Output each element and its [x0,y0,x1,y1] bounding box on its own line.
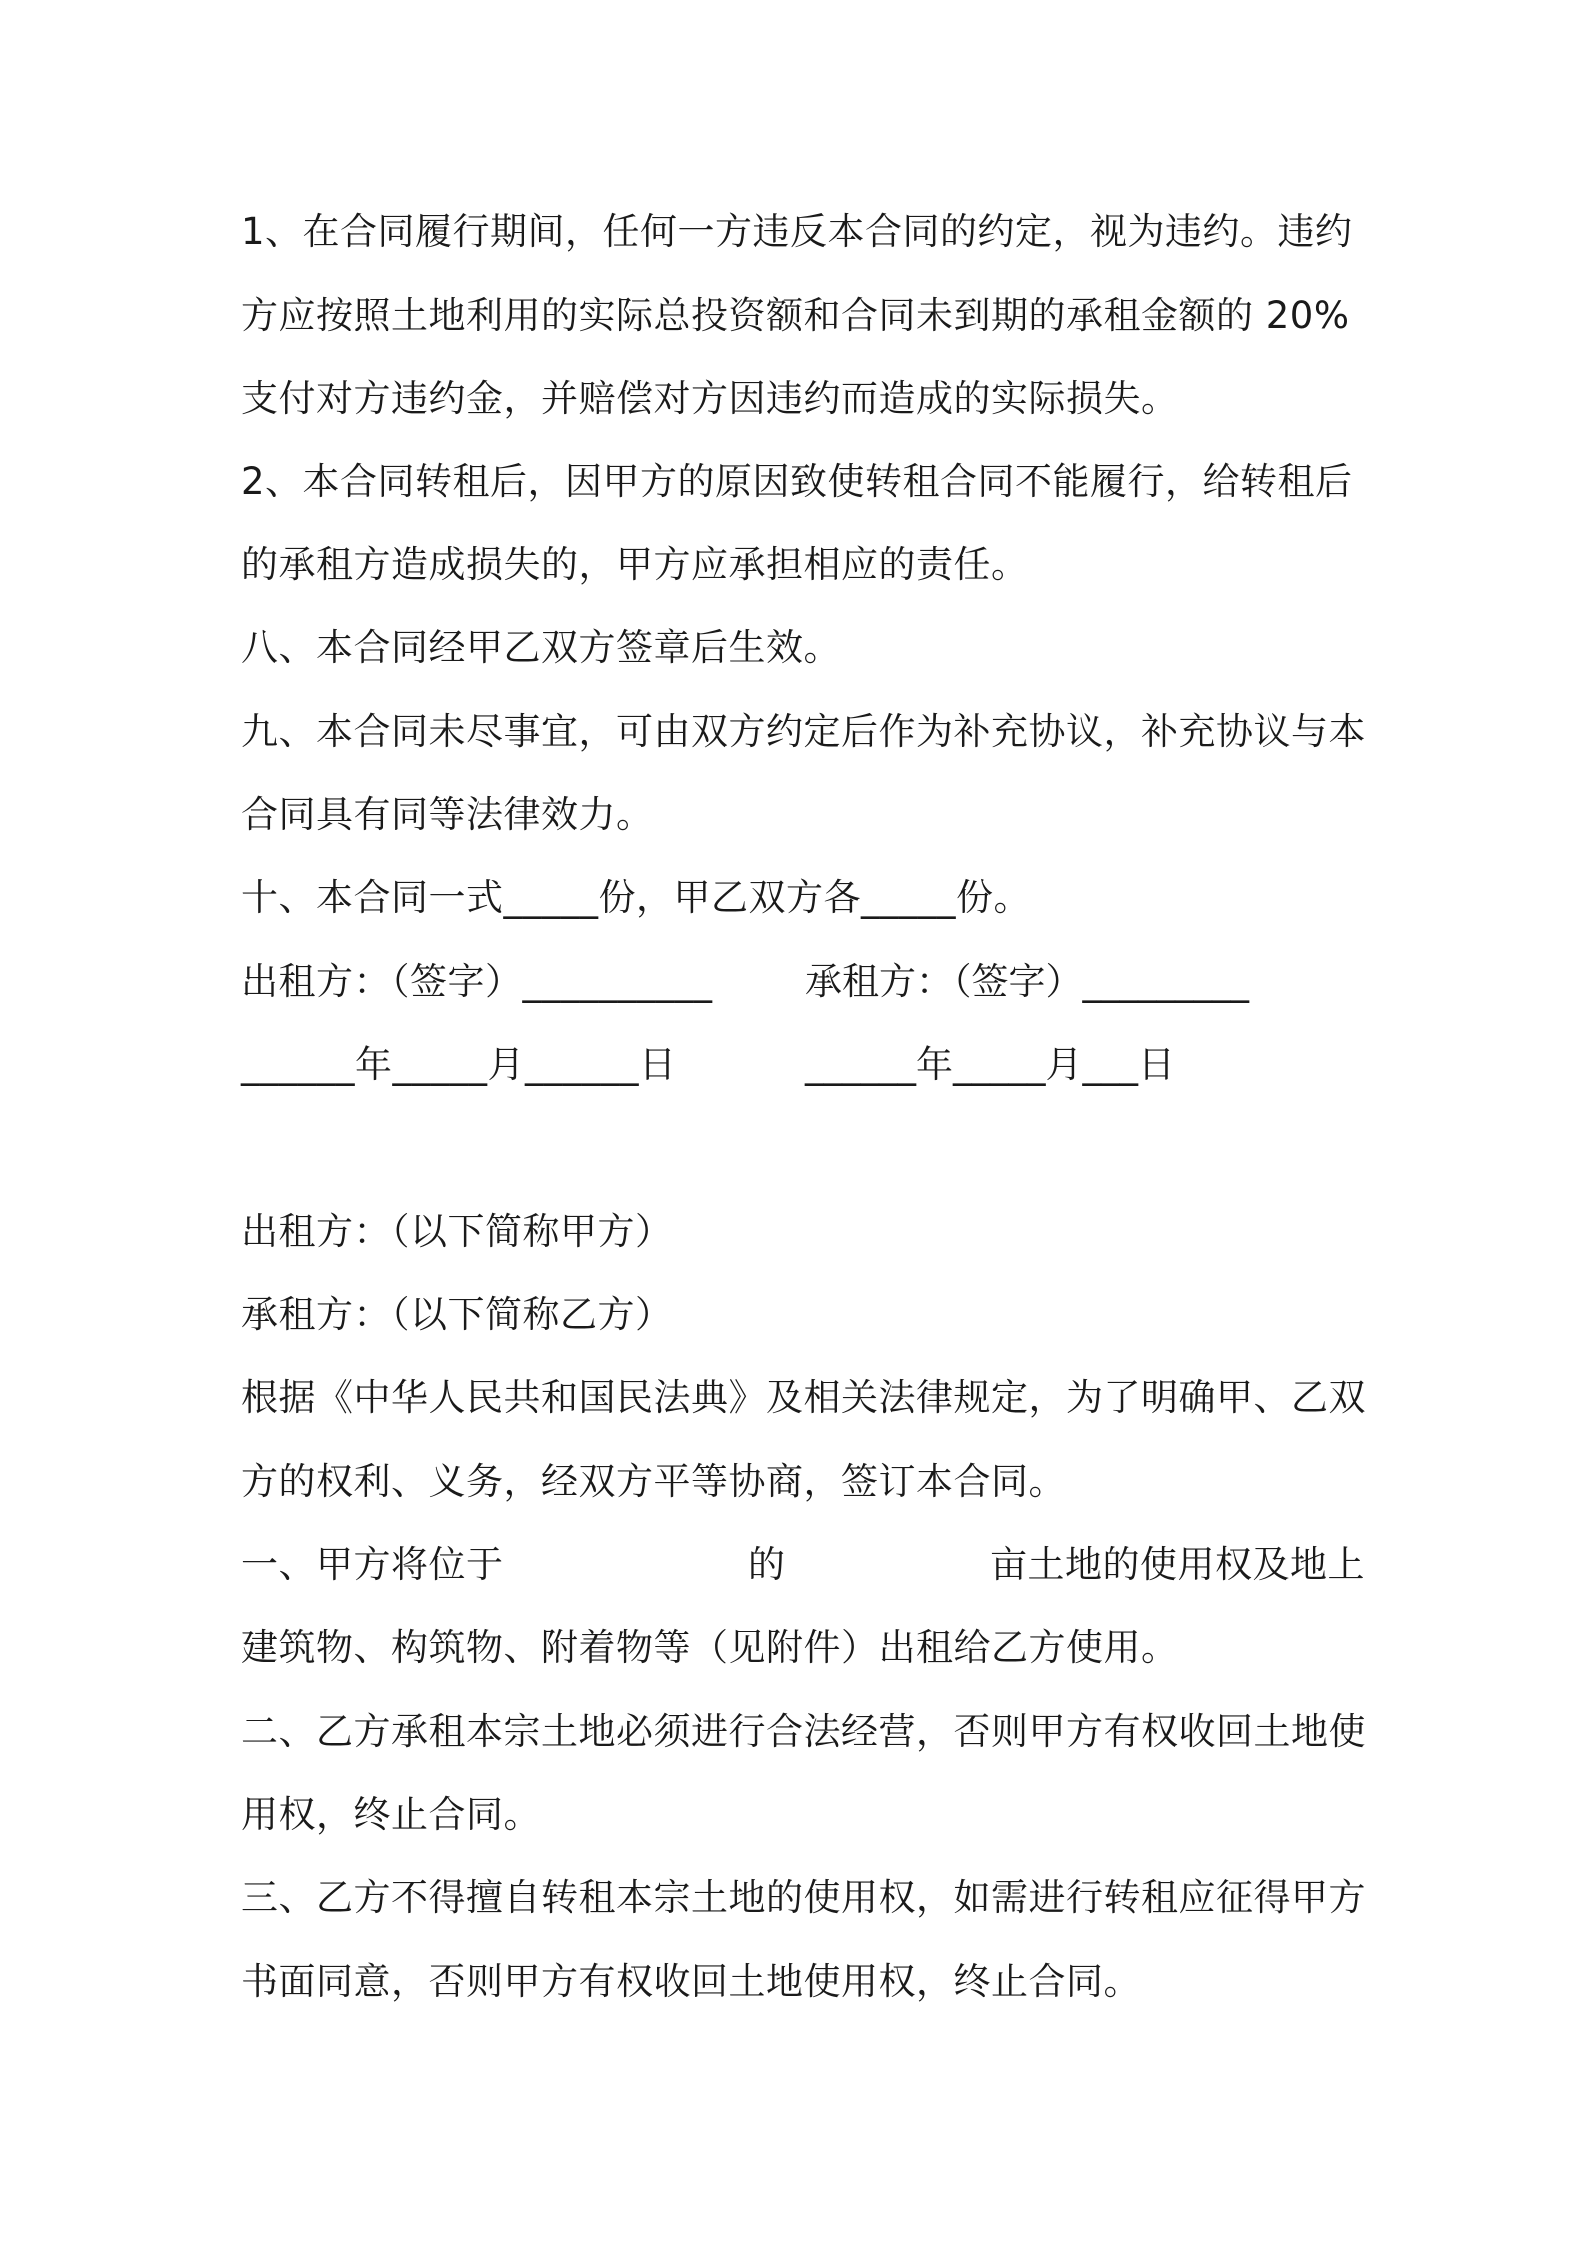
lessor-party-label: 出租方：（以下简称甲方） [241,1210,673,1253]
clause-one-line-1 [241,1541,1366,1589]
lessor-date: ______年_____月______日 [241,1043,677,1086]
preamble-line-1: 根据《中华人民共和国民法典》及相关法律规定，为了明确甲、乙双 [241,1376,1366,1419]
clause-one-part-b: 的 [748,1543,786,1586]
clause-two-line-1: 二、乙方承租本宗土地必须进行合法经营，否则甲方有权收回土地使 [241,1710,1366,1753]
sublease-clause-line-1: 2、本合同转租后，因甲方的原因致使转租合同不能履行，给转租后 [241,460,1353,503]
sublease-clause-line-2: 的承租方造成损失的，甲方应承担相应的责任。 [241,543,1029,586]
lessee-date: ______年_____月___日 [805,1043,1175,1086]
clause-one-part-a: 一、甲方将位于 [241,1543,504,1586]
clause-eight: 八、本合同经甲乙双方签章后生效。 [241,626,841,669]
clause-one-part-c: 亩土地的使用权及地上 [990,1543,1366,1586]
clause-three-line-2: 书面同意，否则甲方有权收回土地使用权，终止合同。 [241,1960,1141,2003]
lessee-party-label: 承租方：（以下简称乙方） [241,1293,673,1336]
lessor-signature: 出租方：（签字）__________ [241,960,713,1003]
clause-two-line-2: 用权，终止合同。 [241,1793,541,1836]
lessee-signature: 承租方：（签字）_________ [805,960,1249,1003]
breach-clause-line-3: 支付对方违约金，并赔偿对方因违约而造成的实际损失。 [241,377,1179,420]
clause-one-line-2: 建筑物、构筑物、附着物等（见附件）出租给乙方使用。 [241,1626,1179,1669]
breach-clause-line-2: 方应按照土地利用的实际总投资额和合同未到期的承租金额的 20% [241,294,1350,337]
breach-clause-line-1: 1、在合同履行期间，任何一方违反本合同的约定，视为违约。违约 [241,210,1353,253]
preamble-line-2: 方的权利、义务，经双方平等协商，签订本合同。 [241,1460,1066,1503]
clause-ten: 十、本合同一式_____份，甲乙双方各_____份。 [241,876,1031,919]
clause-three-line-1: 三、乙方不得擅自转租本宗土地的使用权，如需进行转租应征得甲方 [241,1876,1366,1919]
clause-nine-line-2: 合同具有同等法律效力。 [241,793,654,836]
clause-nine-line-1: 九、本合同未尽事宜，可由双方约定后作为补充协议，补充协议与本 [241,710,1366,753]
